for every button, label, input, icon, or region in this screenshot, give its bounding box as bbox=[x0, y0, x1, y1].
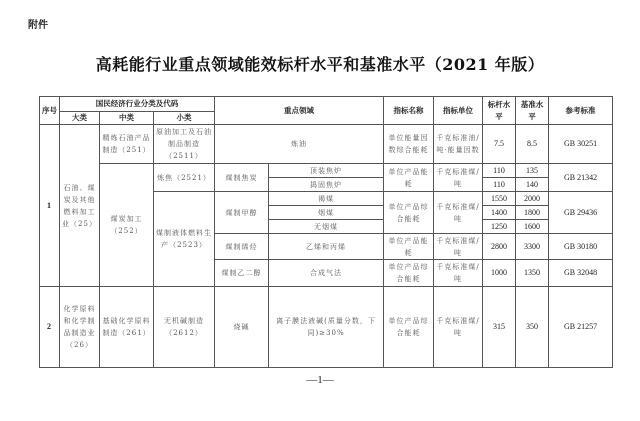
benchmark-cell: 2800 bbox=[483, 234, 516, 260]
indicator-unit-cell: 千克标准煤/吨 bbox=[434, 234, 483, 260]
header-major: 大类 bbox=[60, 112, 100, 125]
efficiency-standards-table bbox=[39, 96, 613, 368]
header-indicator-name: 指标名称 bbox=[384, 97, 434, 125]
header-baseline: 基准水平 bbox=[516, 97, 549, 125]
baseline-cell: 350 bbox=[516, 287, 549, 368]
minor-cell: 无机碱制造（2612） bbox=[154, 287, 215, 368]
table-header-row-1 bbox=[40, 97, 613, 112]
benchmark-cell: 110 bbox=[483, 164, 516, 178]
reference-cell: GB 30251 bbox=[549, 125, 613, 164]
table-row bbox=[40, 125, 613, 164]
baseline-cell: 2000 bbox=[516, 192, 549, 206]
baseline-cell: 1600 bbox=[516, 220, 549, 234]
header-medium: 中类 bbox=[100, 112, 154, 125]
baseline-cell: 3300 bbox=[516, 234, 549, 260]
indicator-name-cell: 单位产品综合能耗 bbox=[384, 260, 434, 287]
major-cell: 石油、煤炭及其他燃料加工业（25） bbox=[60, 125, 100, 287]
baseline-cell: 1350 bbox=[516, 260, 549, 287]
area-cell: 煤制焦炭 bbox=[215, 164, 269, 192]
indicator-unit-cell: 千克标准煤/吨 bbox=[434, 192, 483, 234]
table-row bbox=[40, 287, 613, 368]
area-cell: 烧碱 bbox=[215, 287, 269, 368]
table-row bbox=[40, 164, 613, 178]
header-seq: 序号 bbox=[40, 97, 60, 125]
area-cell: 煤制乙二醇 bbox=[215, 260, 269, 287]
area-cell: 煤制烯烃 bbox=[215, 234, 269, 260]
benchmark-cell: 7.5 bbox=[483, 125, 516, 164]
benchmark-cell: 1550 bbox=[483, 192, 516, 206]
seq-cell: 1 bbox=[40, 125, 60, 287]
sub-area-cell: 合成气法 bbox=[269, 260, 384, 287]
sub-area-cell: 烟煤 bbox=[269, 206, 384, 220]
header-key-area: 重点领域 bbox=[215, 97, 384, 125]
baseline-cell: 135 bbox=[516, 164, 549, 178]
page-number: —1— bbox=[306, 374, 334, 386]
sub-area-cell: 无烟煤 bbox=[269, 220, 384, 234]
sub-area-cell: 乙烯和丙烯 bbox=[269, 234, 384, 260]
benchmark-cell: 1250 bbox=[483, 220, 516, 234]
baseline-cell: 140 bbox=[516, 178, 549, 192]
sub-area-cell: 褐煤 bbox=[269, 192, 384, 206]
indicator-name-cell: 单位产品综合能耗 bbox=[384, 192, 434, 234]
medium-cell: 煤炭加工（252） bbox=[100, 164, 154, 287]
benchmark-cell: 1400 bbox=[483, 206, 516, 220]
document-title: 高耗能行业重点领域能效标杆水平和基准水平（2021 年版） bbox=[95, 55, 545, 74]
baseline-cell: 8.5 bbox=[516, 125, 549, 164]
area-cell: 煤制甲醇 bbox=[215, 192, 269, 234]
reference-cell: GB 30180 bbox=[549, 234, 613, 260]
header-indicator-unit: 指标单位 bbox=[434, 97, 483, 125]
medium-cell: 精炼石油产品制造（251） bbox=[100, 125, 154, 164]
seq-cell: 2 bbox=[40, 287, 60, 368]
major-cell: 化学原料和化学制品制造业（26） bbox=[60, 287, 100, 368]
reference-cell: GB 21342 bbox=[549, 164, 613, 192]
benchmark-cell: 110 bbox=[483, 178, 516, 192]
indicator-unit-cell: 千克标准煤/吨 bbox=[434, 164, 483, 192]
header-minor: 小类 bbox=[154, 112, 215, 125]
header-industry-group: 国民经济行业分类及代码 bbox=[60, 97, 215, 112]
area-cell: 炼油 bbox=[215, 125, 384, 164]
sub-area-cell: 捣固焦炉 bbox=[269, 178, 384, 192]
indicator-name-cell: 单位产品能耗 bbox=[384, 234, 434, 260]
medium-cell: 基础化学原料制造（261） bbox=[100, 287, 154, 368]
minor-cell: 煤制液体燃料生产（2523） bbox=[154, 192, 215, 287]
header-benchmark: 标杆水平 bbox=[483, 97, 516, 125]
sub-area-cell: 离子膜法液碱(质量分数，下同)≥30% bbox=[269, 287, 384, 368]
sub-area-cell: 顶装焦炉 bbox=[269, 164, 384, 178]
benchmark-cell: 1000 bbox=[483, 260, 516, 287]
reference-cell: GB 32048 bbox=[549, 260, 613, 287]
indicator-name-cell: 单位产品综合能耗 bbox=[384, 287, 434, 368]
minor-cell: 原油加工及石油制品制造（2511） bbox=[154, 125, 215, 164]
benchmark-cell: 315 bbox=[483, 287, 516, 368]
attachment-label: 附件 bbox=[28, 20, 48, 31]
baseline-cell: 1800 bbox=[516, 206, 549, 220]
indicator-unit-cell: 千克标准油/吨·能量因数 bbox=[434, 125, 483, 164]
reference-cell: GB 29436 bbox=[549, 192, 613, 234]
indicator-name-cell: 单位能量因数综合能耗 bbox=[384, 125, 434, 164]
indicator-unit-cell: 千克标准煤/吨 bbox=[434, 287, 483, 368]
indicator-name-cell: 单位产品能耗 bbox=[384, 164, 434, 192]
indicator-unit-cell: 千克标准煤/吨 bbox=[434, 260, 483, 287]
minor-cell: 炼焦（2521） bbox=[154, 164, 215, 192]
header-reference: 参考标准 bbox=[549, 97, 613, 125]
reference-cell: GB 21257 bbox=[549, 287, 613, 368]
